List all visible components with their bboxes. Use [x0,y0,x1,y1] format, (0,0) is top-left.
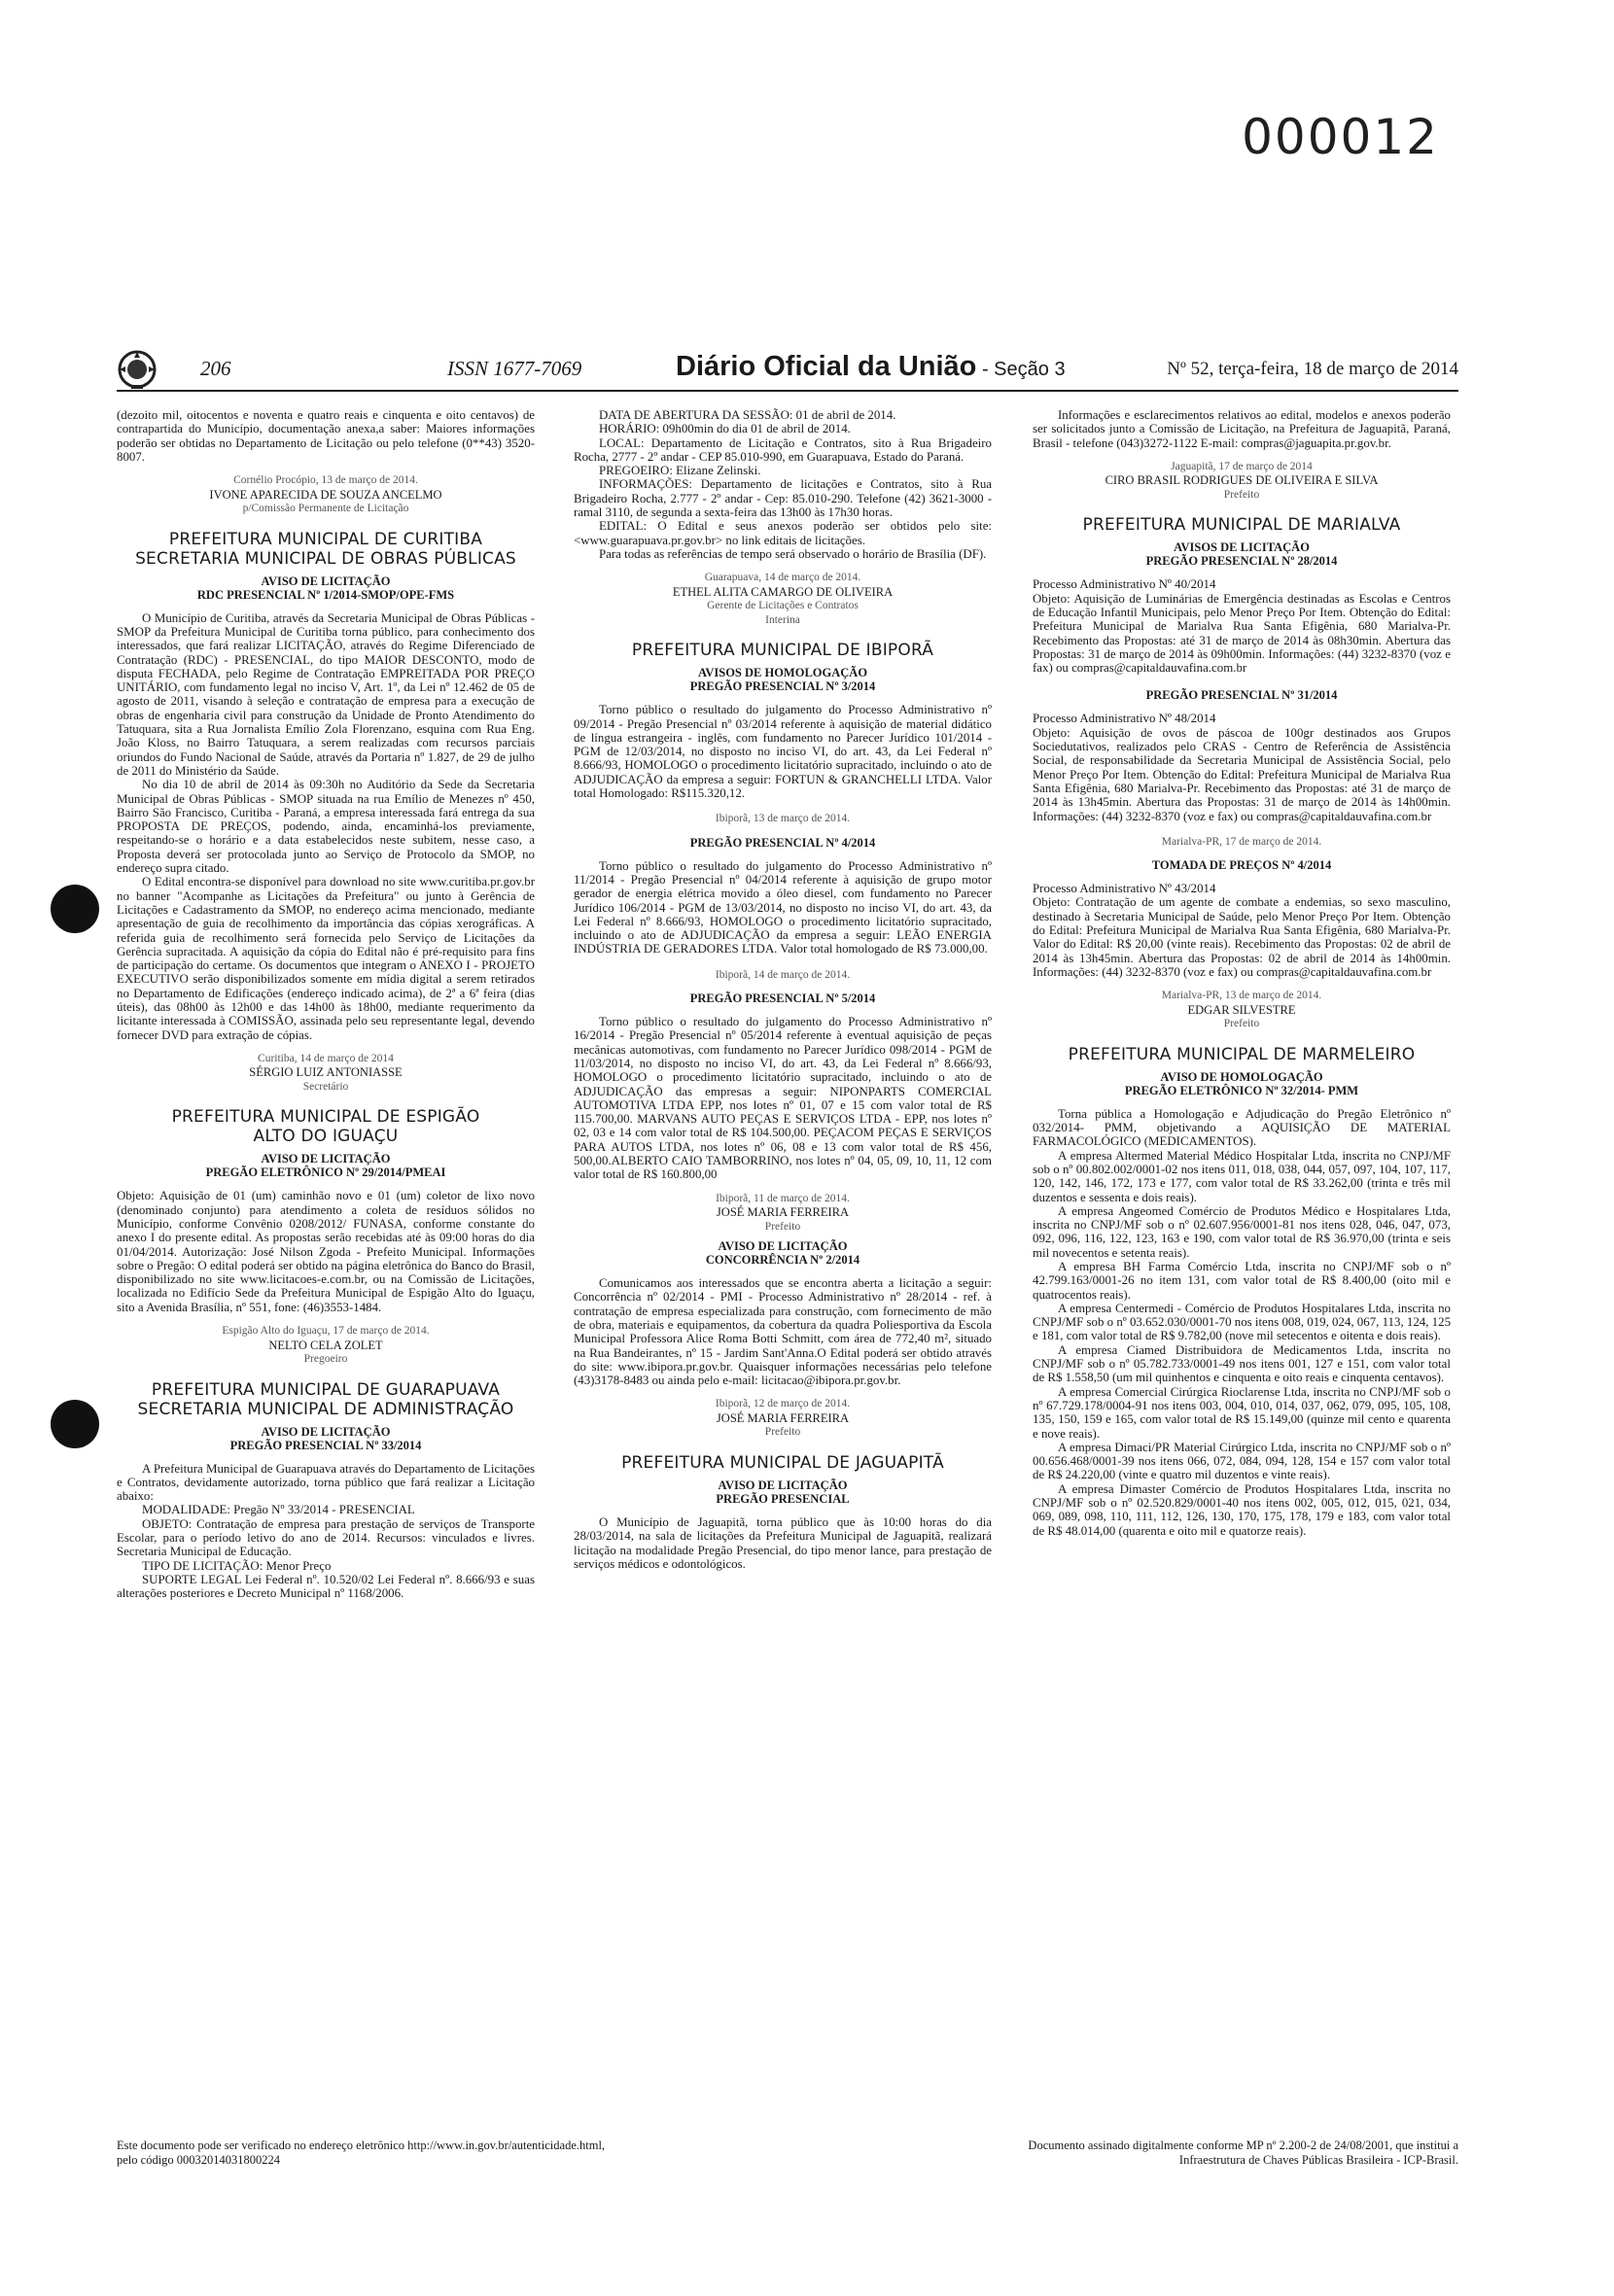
column-3 [1033,408,1451,1538]
signature-block [574,571,992,627]
notice-heading: PREGÃO PRESENCIAL Nº 31/2014 [1145,688,1338,703]
footer-signature-note: Documento assinado digitalmente conforme MP nº 2.200-2 de 24/08/2001, que institui a Infraestrutura de Chaves Públicas Brasileira - ICP-Brasil. [1028,2139,1458,2167]
column-1 [117,408,535,1601]
issn: ISSN 1677-7069 [447,357,582,380]
organization-heading: PREFEITURA MUNICIPAL DE IBIPORÃ [631,641,934,661]
notice-heading: PREGÃO PRESENCIAL Nº 5/2014 [689,991,876,1006]
paragraph: A empresa Comercial Cirúrgica Rioclarense Ltda, inscrita no CNPJ/MF sob o nº 67.729.178/0004-91 nos itens 003, 004, 010, 014, 037, 062, 079, 095, 105, 108, 135, 150, 159 e 165, com valor total de R$ 15.149,00 (quinze mil cento e quarenta e nove reais). [1033,1384,1451,1441]
paragraph: O Município de Curitiba, através da Secretaria Municipal de Obras Públicas - SMOP da Prefeitura Municipal de Curitiba torna público, para conhecimento dos interessados, que fará realizar LICITAÇÃO, através do Regime Diferenciado de Contratação (RDC) - PRESENCIAL, do tipo MAIOR DESCONTO, modo de disputa FECHADA, pelo Regime de Contratação EMPREITADA POR PREÇO UNITÁRIO, com fundamento legal no inciso V, Art. 1º, da Lei nº 12.462 de 05 de agosto de 2011, visando à seleção e contratação de empresa para a execução de obras de engenharia civil para construção da Unidade de Pronto Atendimento do Tatuquara, sita a Rua Jornalista Emílio Zola Florenzano, esquina com Rua Eng. João Kloss, no Bairro Tatuquara, a serem realizadas com recursos parciais oriundos do Fundo Nacional de Saúde, através da Portaria nº 1.827, de 29 de julho de 2011 do Ministério da Saúde. [117,610,535,778]
signature-block [1033,989,1451,1031]
signature-place: Ibiporã, 11 de março de 2014. [716,1192,850,1204]
paragraph: Informações e esclarecimentos relativos ao edital, modelos e anexos poderão ser solicitados junto a Comissão de Licitação, na Prefeitura de Jaguapitã, Paraná, Brasil - telefone (043)3272-1122 E-mail: compras@jaguapita.pr.gov.br. [1033,408,1451,450]
signature-place: Guarapuava, 14 de março de 2014. [704,572,861,584]
signature-role: Prefeito [1223,488,1260,501]
organization-heading: PREFEITURA MUNICIPAL DE GUARAPUAVA SECRETARIA MUNICIPAL DE ADMINISTRAÇÃO [137,1379,514,1419]
paragraph: INFORMAÇÕES: Departamento de licitações e Contratos, sito à Rua Brigadeiro Rocha, 2.777 - 2º andar - Cep: 85.010-290. Telefone (42) 3621-3000 - ramal 3110, de segunda a sexta-feira das 13h00 às 17h30 horas. [574,477,992,520]
column-2 [574,408,992,1571]
paragraph: A empresa Angeomed Comércio de Produtos Médico e Hospitalares Ltda, inscrita no CNPJ/MF sob o nº 02.607.956/0001-81 nos itens 028, 046, 047, 073, 092, 096, 116, 122, 123, 163 e 190, com valor total de R$ 36.970,00 (trinta e seis mil novecentos e setenta reais). [1033,1203,1451,1260]
paragraph: EDITAL: O Edital e seus anexos poderão ser obtidos pelo site: <www.guarapuava.pr.gov.br> no link editais de licitações. [574,519,992,547]
paragraph: No dia 10 de abril de 2014 às 09:30h no Auditório da Sede da Secretaria Municipal de Obras Públicas - SMOP situada na rua Emílio de Menezes nº 450, Bairro São Francisco, Curitiba - Paraná, a empresa interessada fará entrega da sua PROPOSTA DE PREÇOS, podendo, ainda, encaminhá-los previamente, respeitando-se o horário e a data estabelecidos neste subitem, nesse caso, a Proposta deverá ser protocolada junto ao Serviço de Protocolo da SMOP, no endereço supra citado. [117,778,535,876]
paragraph: A empresa Altermed Material Médico Hospitalar Ltda, inscrita no CNPJ/MF sob o nº 00.802.002/0001-02 nos itens 011, 018, 038, 044, 057, 097, 104, 107, 117, 120, 142, 146, 172, 173 e 177, com valor total de R$ 33.262,00 (trinta e três mil duzentos e sessenta e dois reais). [1033,1148,1451,1204]
notice-heading: AVISO DE LICITAÇÃO PREGÃO PRESENCIAL [716,1478,850,1506]
signature-name: ETHEL ALITA CAMARGO DE OLIVEIRA [672,584,894,599]
signature-name: CIRO BRASIL RODRIGUES DE OLIVEIRA E SILVA [1105,473,1379,488]
paragraph: TIPO DE LICITAÇÃO: Menor Preço [142,1558,332,1573]
journal-section: - Seção 3 [976,359,1066,380]
organization-heading: PREFEITURA MUNICIPAL DE JAGUAPITÃ [621,1452,944,1473]
signature-name: SÉRGIO LUIZ ANTONIASSE [249,1065,403,1080]
place-date: Ibiporã, 14 de março de 2014. [715,968,851,981]
paragraph: Torno público o resultado do julgamento do Processo Administrativo nº 09/2014 - Pregão Presencial nº 03/2014 referente à aquisição de material didático de língua estrangeira - inglês, com fundamento no Parecer Jurídico 101/2014 - PGM de 12/03/2014, no disposto no inciso VI, do art. 43, da Lei Federal nº 8.666/93, HOMOLOGO o procedimento licitatório supracitado, incluindo o ato de ADJUDICAÇÃO da empresa a seguir: FORTUN & GRANCHELLI LTDA. Valor total Homologado: R$115.320,12. [574,703,992,801]
paragraph: O Edital encontra-se disponível para download no site www.curitiba.pr.gov.br no banner "Acompanhe as Licitações da Prefeitura" ou junto à Gerência de Licitações e Cadastramento da SMOP, no endereço acima mencionado, mediante apresentação de guia de recolhimento da importância das cópias xerográficas. A referida guia de recolhimento será fornecida pelo Serviço de Licitações da Gerência supracitada. A aquisição da cópia do Edital não é pré-requisito para fins de participação do certame. Os documentos que integram o ANEXO I - PROJETO EXECUTIVO serão disponibilizados somente em mídia digital a serem retirados no Departamento de Edificações (endereço indicado acima), de 2ª a 6ª feira (dias úteis), das 08h00 às 12h00 e das 14h00 às 18h00, mediante requerimento da licitante interessada à COMISSÃO, assinada pelo seu representante legal, devendo fornecer DVD para extração de cópias. [117,875,535,1042]
binding-hole-icon [51,885,99,933]
coat-of-arms-icon [117,349,158,390]
page-header [117,351,1458,392]
binding-hole-icon [51,1400,99,1448]
signature-place: Jaguapitã, 17 de março de 2014 [1171,460,1313,472]
paragraph: Torno público o resultado do julgamento do Processo Administrativo nº 16/2014 - Pregão Presencial nº 05/2014 referente à eventual aquisição de peças mecânicas automotivas, com fundamento no Parecer Jurídico 098/2014 - PGM de 11/03/2014, no disposto no inciso VI, do art. 43, da Lei Federal nº 8.666/93, HOMOLOGO o procedimento licitatório supracitado, incluindo o ato de ADJUDICAÇÃO das empresas a seguir: NIPONPARTS COMERCIAL AUTOMOTIVA LTDA EPP, nos lotes nº 01, 07 e 15 com valor total de R$ 115.700,00. MARVANS AUTO PEÇAS E SERVIÇOS LTDA - EPP, nos lotes nº 02, 03 e 14 com valor total de R$ 104.500,00. PEÇACOM PEÇAS E SERVIÇOS PARA AUTOS LTDA, nos lotes nº 06, 08 e 13 com valor total de R$ 456, 500,00.ALBERTO CAIO TAMBORRINO, nos lotes nº 04, 05, 09, 10, 11, 12 com valor total de R$ 160.800,00 [574,1015,992,1182]
signature-role: Gerente de Licitações e Contratos Interina [707,600,859,626]
journal-title [676,351,1066,383]
paragraph: SUPORTE LEGAL Lei Federal nº. 10.520/02 Lei Federal nº. 8.666/93 e suas alterações posteriores e Decreto Municipal nº 1168/2006. [117,1572,535,1601]
signature-place: Marialva-PR, 13 de março de 2014. [1161,990,1322,1002]
paragraph: (dezoito mil, oitocentos e noventa e quatro reais e cinquenta e oito centavos) de contrapartida do Município, documentação anexa,a saber: Maiores informações poderão ser obtidas no Departamento de Licitação ou pelo telefone (0**43) 3520-8007. [117,408,535,464]
signature-block [1033,460,1451,503]
paragraph: A empresa Centermedi - Comércio de Produtos Hospitalares Ltda, inscrita no CNPJ/MF sob o nº 03.652.030/0001-70 nos itens 008, 019, 024, 067, 113, 124, 125 e 181, com valor total de R$ 9.782,00 (nove mil setecentos e oitenta e dois reais). [1033,1301,1452,1343]
signature-block [574,1192,992,1235]
organization-heading: PREFEITURA MUNICIPAL DE ESPIGÃO ALTO DO IGUAÇU [171,1107,480,1147]
edition-date: Nº 52, terça-feira, 18 de março de 2014 [1167,359,1458,379]
organization-heading: PREFEITURA MUNICIPAL DE MARIALVA [1082,515,1401,536]
notice-heading: AVISO DE LICITAÇÃO RDC PRESENCIAL Nº 1/2014-SMOP/OPE-FMS [196,574,455,602]
signature-role: Secretário [302,1080,349,1093]
notice-heading: AVISO DE HOMOLOGAÇÃO PREGÃO ELETRÔNICO Nº 32/2014- PMM [1124,1069,1359,1097]
paragraph: A empresa BH Farma Comércio Ltda, inscrita no CNPJ/MF sob o nº 42.799.163/0001-26 no item 131, com valor total de R$ 8.400,00 (oito mil e quatrocentos reais). [1033,1259,1451,1302]
signature-place: Ibiporã, 12 de março de 2014. [715,1398,851,1410]
paragraph: O Município de Jaguapitã, torna público que às 10:00 horas do dia 28/03/2014, na sala de licitações da Prefeitura Municipal de Jaguapitã, realizará licitação na modalidade Pregão Presencial, do tipo menor lance, para prestação de serviços médicos e odontológicos. [574,1514,992,1571]
notice-heading: AVISO DE LICITAÇÃO CONCORRÊNCIA Nº 2/2014 [705,1239,860,1268]
paragraph: A Prefeitura Municipal de Guarapuava através do Departamento de Licitações e Contratos, devidamente autorizado, torna público que fará realizar a Licitação abaixo: [117,1461,535,1504]
signature-block [117,1052,535,1095]
signature-name: IVONE APARECIDA DE SOUZA ANCELMO [209,487,442,502]
footer-verification: Este documento pode ser verificado no endereço eletrônico http://www.in.gov.br/autenticidade.html, pelo código 00032014031800224 [117,2139,606,2167]
signature-name: NELTO CELA ZOLET [268,1338,383,1352]
journal-title-text: Diário Oficial da União [676,351,977,382]
signature-place: Espigão Alto do Iguaçu, 17 de março de 2014. [222,1325,430,1338]
notice-heading: AVISO DE LICITAÇÃO PREGÃO ELETRÔNICO Nº 29/2014/PMEAI [205,1152,446,1180]
signature-role: Prefeito [1223,1018,1260,1030]
paragraph: HORÁRIO: 09h00min do dia 01 de abril de 2014. [599,422,851,436]
signature-role: Prefeito [764,1426,801,1439]
paragraph: A empresa Dimaster Comércio de Produtos Hospitalares Ltda, inscrita no CNPJ/MF sob o nº 02.520.829/0001-40 nos itens 002, 005, 012, 015, 021, 034, 069, 089, 098, 110, 111, 112, 126, 130, 170, 175, 178, 179 e 183, com valor total de R$ 48.014,00 (quarenta e oito mil e quatorze reais). [1033,1481,1451,1538]
paragraph: Processo Administrativo Nº 48/2014 Objeto: Aquisição de ovos de páscoa de 100gr destinados aos Grupos Sociedutativos, realizados pelo CRAS - Centro de Referência de Assistência Social, de responsabilidade da Secretaria Municipal de Assistência Social, pelo Menor Preço Por Item. Obtenção do Edital: Prefeitura Municipal de Marialva Rua Santa Efigênia, 680 Marialva-Pr. Recebimento das Propostas: até 31 de março de 2014 às 13h45min. Abertura das Propostas: 31 de março de 2014 às 14h00min. Informações: (44) 3232-8370 (voz e fax) ou compras@capitaldauvafina.com.br [1033,712,1451,823]
organization-heading: PREFEITURA MUNICIPAL DE MARMELEIRO [1068,1044,1416,1064]
signature-name: JOSÉ MARIA FERREIRA [716,1410,850,1425]
paragraph: Processo Administrativo Nº 43/2014 Objeto: Contratação de um agente de combate a endemias, so sexo masculino, destinado à Secretaria Municipal de Saúde, pelo Menor Preço Por Item. Obtenção do Edital: Prefeitura Municipal de Marialva Rua Santa Efigênia, 680 Marialva-Pr. Valor do Edital: R$ 20,00 (vinte reais). Recebimento das Propostas: 02 de abril de 2014 às 13h45min. Abertura das Propostas: 02 de abril de 2014 às 14h00min. Informações: (44) 3232-8370 (voz e fax) ou compras@capitaldauvafina.com.br [1033,882,1451,979]
signature-role: Prefeito [764,1220,801,1233]
place-date: Marialva-PR, 17 de março de 2014. [1161,835,1322,848]
paragraph: PREGOEIRO: Elizane Zelinski. [599,464,761,478]
paragraph: Comunicamos aos interessados que se encontra aberta a licitação a seguir: Concorrência nº 02/2014 - PMI - Processo Administrativo nº 28/2014 - ref. à contratação de empresa especializada para construção, com fornecimento de mão de obra, materiais e equipamentos, da cobertura da quadra Poliesportiva da Escola Municipal Professora Alice Roma Botti Schmitt, com área de 772,40 m², situado na Rua Bandeirantes, nº 15 - Jardim Sant'Anna.O Edital poderá ser obtido através do site: www.ibipora.pr.gov.br. Quaisquer informações necessárias pelo telefone (43)3178-8483 ou ainda pelo e-mail: licitacao@ibipora.pr.gov.br. [574,1276,992,1388]
paragraph: DATA DE ABERTURA DA SESSÃO: 01 de abril de 2014. [599,408,896,422]
paragraph: OBJETO: Contratação de empresa para prestação de serviços de Transporte Escolar, para o período letivo do ano de 2014. Recursos: vinculados e livres. Secretaria Municipal de Educação. [117,1516,535,1559]
paragraph: Para todas as referências de tempo será observado o horário de Brasília (DF). [599,546,987,561]
signature-role: p/Comissão Permanente de Licitação [242,503,409,515]
paragraph: A empresa Ciamed Distribuidora de Medicamentos Ltda, inscrita no CNPJ/MF sob o nº 05.782.733/0001-49 nos itens 001, 127 e 151, com valor total de R$ 1.558,50 (um mil quinhentos e cinquenta e oito reais e cinquenta centavos). [1033,1342,1451,1385]
notice-heading: AVISO DE LICITAÇÃO PREGÃO PRESENCIAL Nº 33/2014 [229,1424,422,1452]
paragraph: Torna pública a Homologação e Adjudicação do Pregão Eletrônico nº 032/2014- PMM, objetivando a AQUISIÇÃO DE MATERIAL FARMACOLÓGICO (MEDICAMENTOS). [1033,1106,1451,1149]
paragraph: Processo Administrativo Nº 40/2014 Objeto: Aquisição de Luminárias de Emergência destinadas as Escolas e Centros de Educação Infantil Municipais, pelo Menor Preço Por Item. Obtenção do Edital: Prefeitura Municipal de Marialva Rua Santa Efigênia, 680 Marialva-Pr. Recebimento das Propostas: até 31 de março de 2014 às 08h30min. Abertura das Propostas: 31 de março de 2014 às 09h00min. Informações: (44) 3232-8370 (voz e fax) ou compras@capitaldauvafina.com.br [1033,577,1451,676]
paragraph: Objeto: Aquisição de 01 (um) caminhão novo e 01 (um) coletor de lixo novo (denominado conjunto) para atendimento a coleta de resíduos sólidos no Município, conforme Convênio 0208/2012/ FUNASA, conforme constante do anexo I do presente edital. As propostas serão recebidas até às 09:00 horas do dia 01/04/2014. Autorização: José Nilson Zgoda - Prefeito Municipal. Informações sobre o Pregão: O edital poderá ser obtido na página eletrônica do Banco do Brasil, disponibilizado no site www.licitacoes-e.com.br, ou na Comissão de Licitações, localizada no Edifício Sede da Prefeitura Municipal de Espigão Alto do Iguaçu, sito a Avenida Brasília, nº 551, fone: (46)3553-1484. [117,1189,535,1314]
notice-heading: AVISOS DE HOMOLOGAÇÃO PREGÃO PRESENCIAL Nº 3/2014 [689,666,876,694]
signature-block [117,473,535,516]
signature-role: Pregoeiro [303,1353,348,1366]
organization-heading: PREFEITURA MUNICIPAL DE CURITIBA SECRETARIA MUNICIPAL DE OBRAS PÚBLICAS [135,529,516,569]
signature-block [574,1397,992,1440]
notice-heading: PREGÃO PRESENCIAL Nº 4/2014 [689,835,876,850]
paragraph: LOCAL: Departamento de Licitação e Contratos, sito à Rua Brigadeiro Rocha, 2777 - 2º andar - CEP 85.010-990, em Guarapuava, Estado do Paraná. [574,435,992,464]
page-number: 206 [200,357,231,380]
notice-heading: AVISOS DE LICITAÇÃO PREGÃO PRESENCIAL Nº 28/2014 [1145,540,1338,569]
paragraph: Torno público o resultado do julgamento do Processo Administrativo nº 11/2014 - Pregão Presencial nº 04/2014 referente à aquisição de grupo motor gerador de energia elétrica movido a óleo diesel, com fundamento no Parecer Jurídico 106/2014 - PGM de 13/03/2014, no disposto no inciso VI, do art. 43, da Lei Federal nº 8.666/93, HOMOLOGO o procedimento licitatório supracitado, incluindo o ato de ADJUDICAÇÃO da empresa a seguir: LEÃO ENERGIA INDÚSTRIA DE GERADORES LTDA. Valor total homologado de R$ 73.000,00. [574,858,992,957]
paragraph: MODALIDADE: Pregão Nº 33/2014 - PRESENCIAL [142,1503,415,1517]
paragraph: A empresa Dimaci/PR Material Cirúrgico Ltda, inscrita no CNPJ/MF sob o nº 00.656.468/0001-39 nos itens 066, 072, 084, 094, 128, 154 e 157 com valor total de R$ 24.220,00 (vinte e quatro mil duzentos e vinte reais). [1033,1440,1451,1482]
page-stamp-number: 000012 [1242,109,1439,165]
signature-name: EDGAR SILVESTRE [1187,1002,1296,1017]
place-date: Ibiporã, 13 de março de 2014. [715,813,851,825]
notice-heading: TOMADA DE PREÇOS Nº 4/2014 [1151,858,1332,873]
signature-name: JOSÉ MARIA FERREIRA [716,1205,850,1220]
signature-place: Cornélio Procópio, 13 de março de 2014. [233,474,418,487]
signature-block [117,1324,535,1367]
signature-place: Curitiba, 14 de março de 2014 [258,1052,394,1064]
